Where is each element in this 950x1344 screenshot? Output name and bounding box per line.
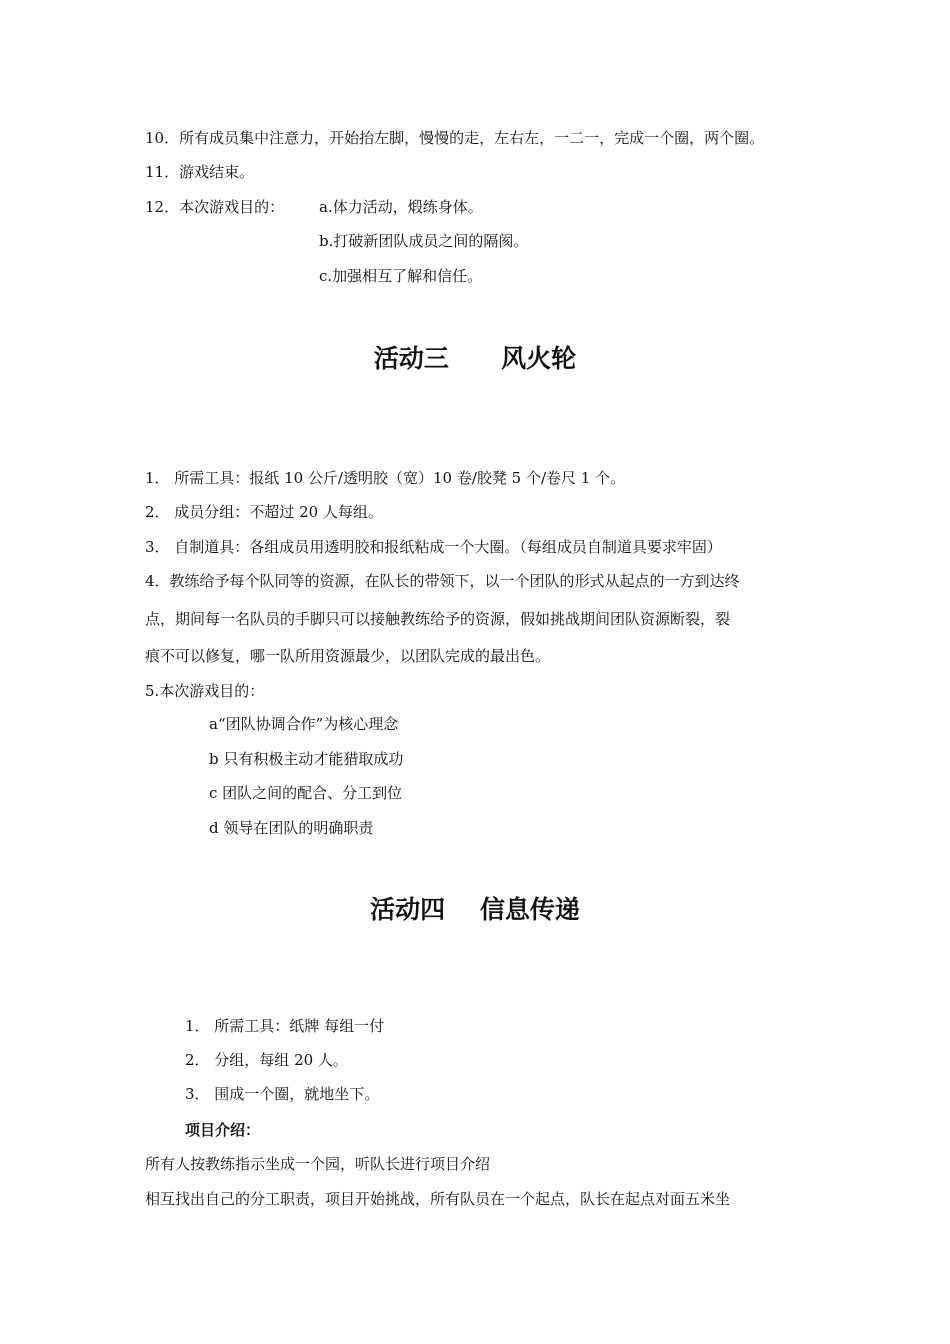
section-title: 活动三 风火轮 (373, 344, 577, 373)
list-item: 3． 自制道具：各组成员用透明胶和报纸粘成一个大圈。（每组成员自制道具要求牢固） (145, 538, 722, 556)
goal-item: b.打破新团队成员之间的隔阂。 (319, 232, 529, 250)
paragraph: 相互找出自己的分工职责，项目开始挑战，所有队员在一个起点，队长在起点对面五米坐 (145, 1190, 731, 1208)
paragraph: 所有人按教练指示坐成一个园，听队长进行项目介绍 (145, 1155, 491, 1173)
list-item: 1． 所需工具：报纸 10 公斤/透明胶（宽）10 卷/胶凳 5 个/卷尺 1 个。 (145, 469, 626, 487)
intro-label: 项目介绍： (185, 1121, 261, 1139)
list-item: 11．游戏结束。 (145, 163, 255, 181)
list-item: 2． 分组，每组 20 人。 (185, 1051, 348, 1069)
list-item: 4．教练给予每个队同等的资源，在队长的带领下，以一个团队的形式从起点的一方到达终 (145, 572, 740, 590)
list-item: 痕不可以修复，哪一队所用资源最少，以团队完成的最出色。 (145, 647, 551, 665)
list-item: 1． 所需工具：纸牌 每组一付 (185, 1017, 385, 1035)
list-item: 3． 围成一个圈，就地坐下。 (185, 1085, 380, 1103)
goal-item: c.加强相互了解和信任。 (319, 267, 483, 285)
list-item: 5.本次游戏目的： (145, 682, 265, 700)
list-item: 10．所有成员集中注意力，开始抬左脚，慢慢的走，左右左，一二一，完成一个圈，两个圈。 (145, 129, 765, 147)
list-item: 2． 成员分组：不超过 20 人每组。 (145, 503, 383, 521)
goal-item: c 团队之间的配合、分工到位 (209, 784, 403, 802)
list-item: 点，期间每一名队员的手脚只可以接触教练给予的资源，假如挑战期间团队资源断裂，裂 (145, 610, 731, 628)
list-item: 12．本次游戏目的： (145, 198, 285, 216)
goal-item: d 领导在团队的明确职责 (209, 819, 374, 837)
goal-item: b 只有积极主动才能猎取成功 (209, 750, 404, 768)
goal-item: a“团队协调合作”为核心理念 (209, 715, 399, 733)
goal-item: a.体力活动，煅练身体。 (319, 198, 483, 216)
section-title: 活动四 信息传递 (370, 895, 580, 924)
